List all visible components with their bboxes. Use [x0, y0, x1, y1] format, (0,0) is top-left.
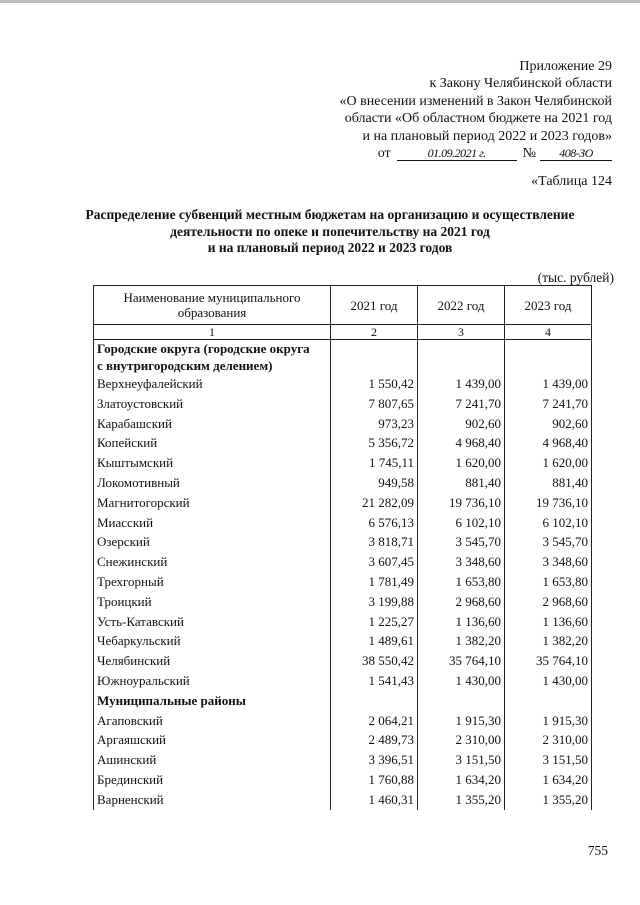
municipality-name: Ашинский: [94, 750, 331, 770]
table-row: [94, 671, 592, 691]
value-2021: 2 489,73: [331, 730, 418, 750]
column-number: 1: [94, 325, 331, 340]
law-signature-row: [292, 145, 612, 162]
value-2022: 7 241,70: [418, 394, 505, 414]
section-header-row: [94, 357, 592, 374]
table-row: [94, 790, 592, 810]
table-header-row: [94, 286, 592, 325]
value-2023: 2 310,00: [505, 730, 592, 750]
value-2021: 1 225,27: [331, 612, 418, 632]
value-2023: 1 620,00: [505, 453, 592, 473]
value-2022: 4 968,40: [418, 433, 505, 453]
municipality-name: Варненский: [94, 790, 331, 810]
table-row: [94, 394, 592, 414]
value-2021: 5 356,72: [331, 433, 418, 453]
law-date: 01.09.2021 г.: [397, 146, 517, 161]
empty-cell: [331, 340, 418, 358]
value-2023: 3 151,50: [505, 750, 592, 770]
municipality-name: Локомотивный: [94, 473, 331, 493]
municipality-name: Южноуральский: [94, 671, 331, 691]
table-row: [94, 552, 592, 572]
section-header-row: [94, 691, 592, 711]
column-number: 3: [418, 325, 505, 340]
column-header-2023: 2023 год: [505, 286, 592, 325]
value-2022: 1 620,00: [418, 453, 505, 473]
value-2022: 6 102,10: [418, 513, 505, 533]
municipality-name: Златоустовский: [94, 394, 331, 414]
appendix-header: [292, 58, 612, 162]
heading-line: и на плановый период 2022 и 2023 годов: [207, 240, 453, 255]
value-2023: 881,40: [505, 473, 592, 493]
municipality-name: Верхнеуфалейский: [94, 374, 331, 394]
value-2022: 1 634,20: [418, 770, 505, 790]
table-row: [94, 651, 592, 671]
value-2021: 1 489,61: [331, 631, 418, 651]
value-2021: 7 807,65: [331, 394, 418, 414]
value-2023: 19 736,10: [505, 493, 592, 513]
value-2021: 3 607,45: [331, 552, 418, 572]
value-2022: 881,40: [418, 473, 505, 493]
table-row: [94, 711, 592, 731]
empty-cell: [331, 357, 418, 374]
value-2023: 6 102,10: [505, 513, 592, 533]
value-2021: 949,58: [331, 473, 418, 493]
value-2022: 2 968,60: [418, 592, 505, 612]
column-number: 2: [331, 325, 418, 340]
empty-cell: [418, 691, 505, 711]
table-row: [94, 532, 592, 552]
appendix-line: Приложение 29: [519, 59, 612, 74]
value-2022: 1 653,80: [418, 572, 505, 592]
section-title: Муниципальные районы: [94, 691, 331, 711]
document-heading: [40, 207, 620, 257]
municipality-name: Карабашский: [94, 414, 331, 434]
section-title: с внутригородским делением): [94, 357, 331, 374]
value-2022: 3 545,70: [418, 532, 505, 552]
value-2021: 1 760,88: [331, 770, 418, 790]
value-2022: 1 136,60: [418, 612, 505, 632]
value-2023: 1 382,20: [505, 631, 592, 651]
table-row: [94, 612, 592, 632]
column-number-row: [94, 325, 592, 340]
column-header-2021: 2021 год: [331, 286, 418, 325]
municipality-name: Озерский: [94, 532, 331, 552]
value-2022: 3 151,50: [418, 750, 505, 770]
empty-cell: [418, 340, 505, 358]
number-label: №: [522, 146, 536, 162]
column-number: 4: [505, 325, 592, 340]
value-2023: 3 545,70: [505, 532, 592, 552]
empty-cell: [505, 691, 592, 711]
municipality-name: Чебаркульский: [94, 631, 331, 651]
value-2023: 1 136,60: [505, 612, 592, 632]
value-2022: 2 310,00: [418, 730, 505, 750]
table-row: [94, 592, 592, 612]
units-label: (тыс. рублей): [537, 270, 614, 285]
page-top-border: [0, 0, 640, 3]
value-2021: 21 282,09: [331, 493, 418, 513]
municipality-name: Копейский: [94, 433, 331, 453]
law-number: 408-ЗО: [540, 146, 612, 161]
table-row: [94, 572, 592, 592]
appendix-line: к Закону Челябинской области: [429, 76, 612, 92]
column-header-2022: 2022 год: [418, 286, 505, 325]
value-2021: 3 199,88: [331, 592, 418, 612]
page-number: 755: [587, 843, 608, 858]
value-2022: 1 430,00: [418, 671, 505, 691]
empty-cell: [331, 691, 418, 711]
table-row: [94, 493, 592, 513]
value-2023: 1 653,80: [505, 572, 592, 592]
table-row: [94, 730, 592, 750]
table-row: [94, 750, 592, 770]
value-2021: 38 550,42: [331, 651, 418, 671]
appendix-line: и на плановый период 2022 и 2023 годов»: [362, 128, 612, 144]
value-2023: 35 764,10: [505, 651, 592, 671]
appendix-line: области «Об областном бюджете на 2021 год: [344, 111, 612, 127]
municipality-name: Усть-Катавский: [94, 612, 331, 632]
value-2021: 1 550,42: [331, 374, 418, 394]
value-2021: 1 541,43: [331, 671, 418, 691]
value-2023: 902,60: [505, 414, 592, 434]
appendix-line: «О внесении изменений в Закон Челябинской: [339, 93, 612, 109]
value-2022: 19 736,10: [418, 493, 505, 513]
value-2022: 35 764,10: [418, 651, 505, 671]
value-2023: 3 348,60: [505, 552, 592, 572]
table-row: [94, 473, 592, 493]
value-2022: 1 439,00: [418, 374, 505, 394]
value-2023: 4 968,40: [505, 433, 592, 453]
municipality-name: Кыштымский: [94, 453, 331, 473]
column-header-name: Наименование муниципального образования: [94, 286, 331, 325]
value-2023: 7 241,70: [505, 394, 592, 414]
municipality-name: Магнитогорский: [94, 493, 331, 513]
table-label: «Таблица 124: [531, 174, 612, 189]
table-row: [94, 414, 592, 434]
municipality-name: Аргаяшский: [94, 730, 331, 750]
table-row: [94, 453, 592, 473]
from-label: от: [377, 146, 391, 162]
municipality-name: Трехгорный: [94, 572, 331, 592]
municipality-name: Челябинский: [94, 651, 331, 671]
value-2021: 6 576,13: [331, 513, 418, 533]
section-header-row: [94, 340, 592, 358]
value-2023: 1 634,20: [505, 770, 592, 790]
value-2021: 973,23: [331, 414, 418, 434]
municipality-name: Брединский: [94, 770, 331, 790]
table-row: [94, 631, 592, 651]
table-row: [94, 770, 592, 790]
value-2022: 1 915,30: [418, 711, 505, 731]
value-2023: 2 968,60: [505, 592, 592, 612]
municipality-name: Снежинский: [94, 552, 331, 572]
value-2023: 1 915,30: [505, 711, 592, 731]
table-row: [94, 374, 592, 394]
subventions-table: [93, 285, 592, 810]
value-2022: 3 348,60: [418, 552, 505, 572]
table-row: [94, 513, 592, 533]
municipality-name: Агаповский: [94, 711, 331, 731]
value-2023: 1 430,00: [505, 671, 592, 691]
empty-cell: [505, 340, 592, 358]
table-row: [94, 433, 592, 453]
municipality-name: Миасский: [94, 513, 331, 533]
value-2022: 1 382,20: [418, 631, 505, 651]
value-2021: 2 064,21: [331, 711, 418, 731]
value-2023: 1 439,00: [505, 374, 592, 394]
value-2021: 3 396,51: [331, 750, 418, 770]
section-title: Городские округа (городские округа: [94, 340, 331, 358]
value-2022: 1 355,20: [418, 790, 505, 810]
heading-line: Распределение субвенций местным бюджетам на организацию и осуществление: [85, 207, 575, 222]
municipality-name: Троицкий: [94, 592, 331, 612]
value-2021: 1 781,49: [331, 572, 418, 592]
value-2021: 1 460,31: [331, 790, 418, 810]
value-2021: 1 745,11: [331, 453, 418, 473]
empty-cell: [418, 357, 505, 374]
value-2023: 1 355,20: [505, 790, 592, 810]
empty-cell: [505, 357, 592, 374]
heading-line: деятельности по опеке и попечительству на 2021 год: [170, 223, 490, 239]
value-2022: 902,60: [418, 414, 505, 434]
value-2021: 3 818,71: [331, 532, 418, 552]
